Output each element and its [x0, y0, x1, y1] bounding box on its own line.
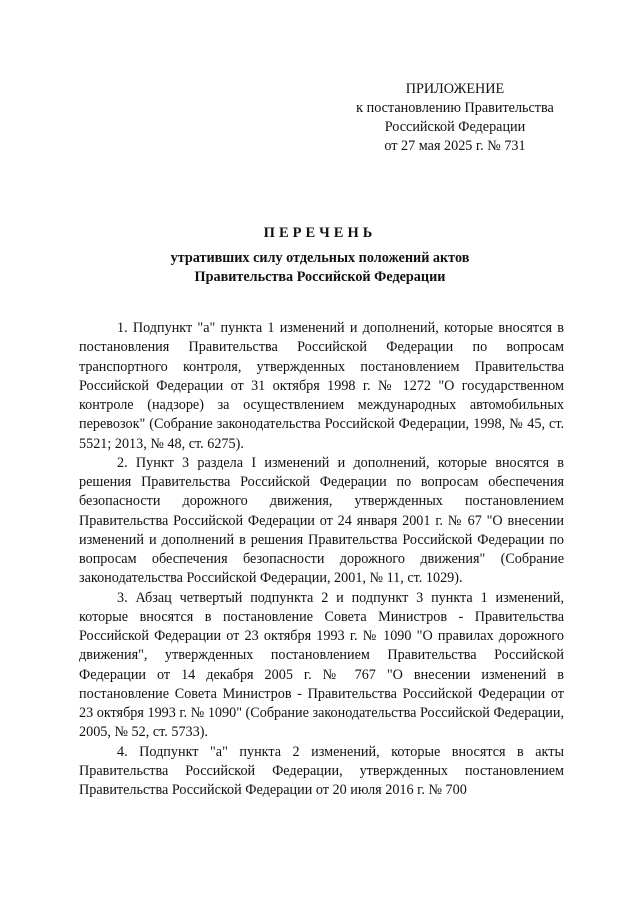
list-item-4: 4. Подпункт "а" пункта 2 изменений, которые вносятся в акты Правительства Российской Федерации, утвержденных постановлением Правительства Российской Федерации от 20 июля 2016 г. № 700 — [79, 743, 564, 798]
subheading-line: утративших силу отдельных положений актов — [170, 250, 470, 266]
appendix-date-number: от 27 мая 2025 г. № 731 — [384, 138, 526, 154]
document-heading: ПЕРЕЧЕНЬ — [263, 225, 377, 241]
appendix-block — [340, 80, 570, 156]
document-subheading — [0, 249, 640, 287]
list-item-3: 3. Абзац четвертый подпункта 2 и подпункт 3 пункта 1 изменений, которые вносятся в постановление Совета Министров - Правительства Российской Федерации от 23 октября 1993 г. № 1090 "О правилах дорожного движения", утвержденных постановлением Правительства Российской Федерации от 14 декабря 2005 г. № 767 "О внесении изменений в постановление Совета Министров - Правительства Российской Федерации от 23 октября 1993 г. № 1090" (Собрание законодательства Российской Федерации, 2005, № 52, ст. 5733). — [79, 589, 564, 741]
list-item-2: 2. Пункт 3 раздела I изменений и дополнений, которые вносятся в решения Правительства Российской Федерации по вопросам обеспечения безопасности дорожного движения, утвержденных постановлением Правительства Российской Федерации от 24 января 2001 г. № 67 "О внесении изменений и дополнений в решения Правительства Российской Федерации по вопросам обеспечения безопасности дорожного движения" (Собрание законодательства Российской Федерации, 2001, № 11, ст. 1029). — [79, 454, 564, 587]
list-item-1: 1. Подпункт "а" пункта 1 изменений и дополнений, которые вносятся в постановления Правительства Российской Федерации по вопросам транспортного контроля, утвержденных постановлением Правительства Российской Федерации от 31 октября 1998 г. № 1272 "О государственном контроле (надзоре) за осуществлением международных автомобильных перевозок" (Собрание законодательства Российской Федерации, 1998, № 45, ст. 5521; 2013, № 48, ст. 6275). — [79, 320, 564, 452]
appendix-line: к постановлению Правительства — [356, 100, 554, 116]
appendix-line: Российской Федерации — [384, 119, 526, 135]
subheading-line: Правительства Российской Федерации — [194, 269, 446, 285]
document-body — [79, 319, 564, 800]
appendix-title: ПРИЛОЖЕНИЕ — [405, 81, 505, 97]
